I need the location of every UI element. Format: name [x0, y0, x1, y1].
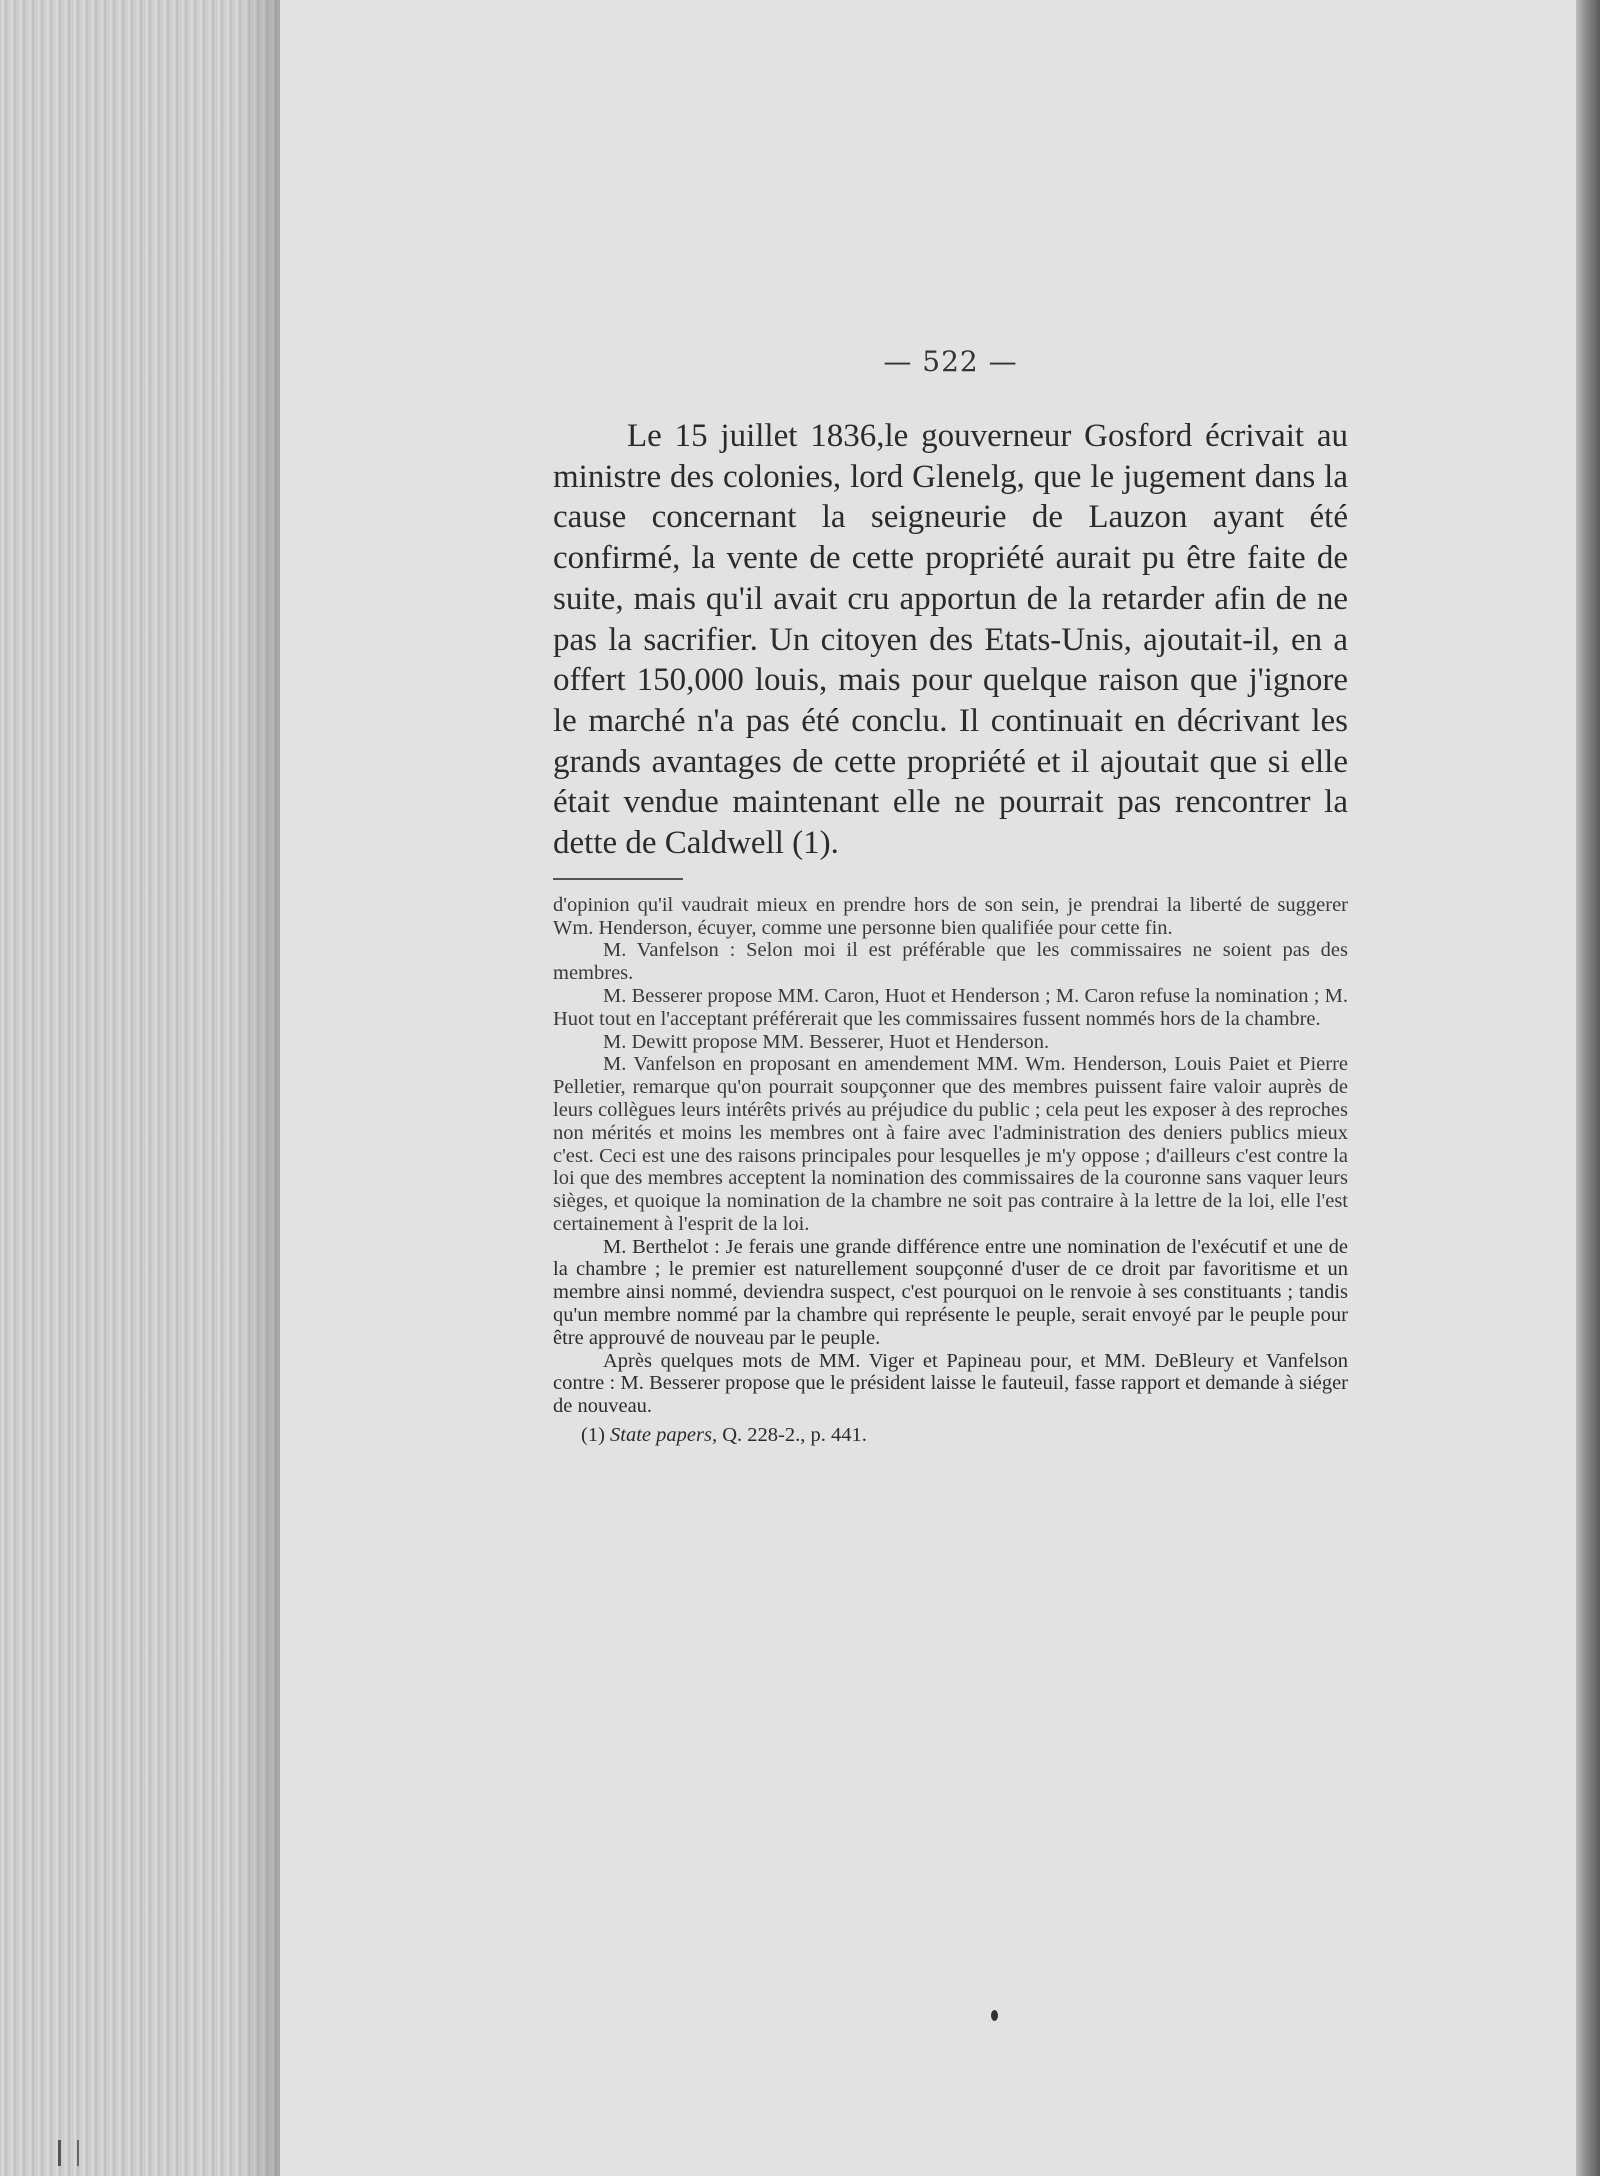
page-number: — 522 —	[883, 345, 1018, 378]
book-fore-edge	[0, 0, 280, 2176]
footnote-reference	[553, 1422, 1348, 1448]
footnotes	[553, 894, 1348, 1418]
footnote-paragraph: Après quelques mots de MM. Viger et Papineau pour, et MM. DeBleury et Vanfelson contre : M. Besserer propose que le président laisse le fauteuil, fasse rapport et demande à siéger de nouveau.	[553, 1349, 1348, 1418]
footnote-paragraph: M. Dewitt propose MM. Besserer, Huot et Henderson.	[603, 1030, 1050, 1053]
footnote-paragraph: M. Vanfelson : Selon moi il est préférable que les commissaires ne soient pas des membres.	[553, 939, 1348, 985]
main-paragraph: Le 15 juillet 1836,le gouverneur Gosford écrivait au ministre des colonies, lord Glenelg, que le jugement dans la cause concernant la seigneurie de Lauzon ayant été confirmé, la vente de cette propriété aurait pu être faite de suite, mais qu'il avait cru apportun de la retarder afin de ne pas la sacrifier. Un citoyen des Etats-Unis, ajoutait-il, en a offert 150,000 louis, mais pour quelque raison que j'ignore le marché n'a pas été conclu. Il continuait en décrivant les grands avantages de cette propriété et il ajoutait que si elle était vendue maintenant elle ne pourrait pas rencontrer la dette de Caldwell (1).	[553, 418, 1348, 862]
page-gutter-shadow	[1576, 0, 1600, 2176]
footnote-paragraph: d'opinion qu'il vaudrait mieux en prendre hors de son sein, je prendrai la liberté de suggerer Wm. Henderson, écuyer, comme une personne bien qualifiée pour cette fin.	[553, 893, 1348, 939]
footnote-source: State papers,	[610, 1424, 718, 1447]
footnote-marker: (1)	[581, 1424, 605, 1447]
footnote-paragraph: M. Besserer propose MM. Caron, Huot et Henderson ; M. Caron refuse la nomination ; M. Huot tout en l'acceptant préférerait que les commissaires fussent nommés hors de la chambre.	[553, 984, 1348, 1030]
footnote-paragraph: M. Vanfelson en proposant en amendement MM. Wm. Henderson, Louis Paiet et Pierre Pelletier, remarque qu'on pourrait soupçonner que des membres puissent faire valoir auprès de leurs collègues leurs intérêts privés au préjudice du public ; cela peut les exposer à des reproches non mérités et moins les membres ont à faire avec l'administration des deniers publics mieux c'est. Ceci est une des raisons principales pour lesquelles je m'y oppose ; d'ailleurs c'est contre la loi que des membres acceptent la nomination des commissaires de la couronne sans vaquer leurs sièges, et quoique la nomination de la chambre ne soit pas contraire à la lettre de la loi, elle l'est certainement à l'esprit de la loi.	[553, 1053, 1348, 1235]
scan-corner-mark	[58, 2140, 79, 2166]
footnote-paragraph: M. Berthelot : Je ferais une grande différence entre une nomination de l'exécutif et une de la chambre ; le premier est naturellement soupçonné d'user de ce droit par favoritisme et un membre ainsi nommé, deviendra suspect, c'est pourquoi on le renvoie à ses constituants ; tandis qu'un membre nommé par la chambre qui représente le peuple, serait envoyé par le peuple pour être approuvé de nouveau par le peuple.	[553, 1235, 1348, 1349]
footnote-detail: Q. 228-2., p. 441.	[722, 1424, 867, 1447]
page-text-block	[553, 345, 1348, 1448]
ink-speck	[991, 2010, 998, 2021]
footnote-separator	[553, 878, 683, 880]
